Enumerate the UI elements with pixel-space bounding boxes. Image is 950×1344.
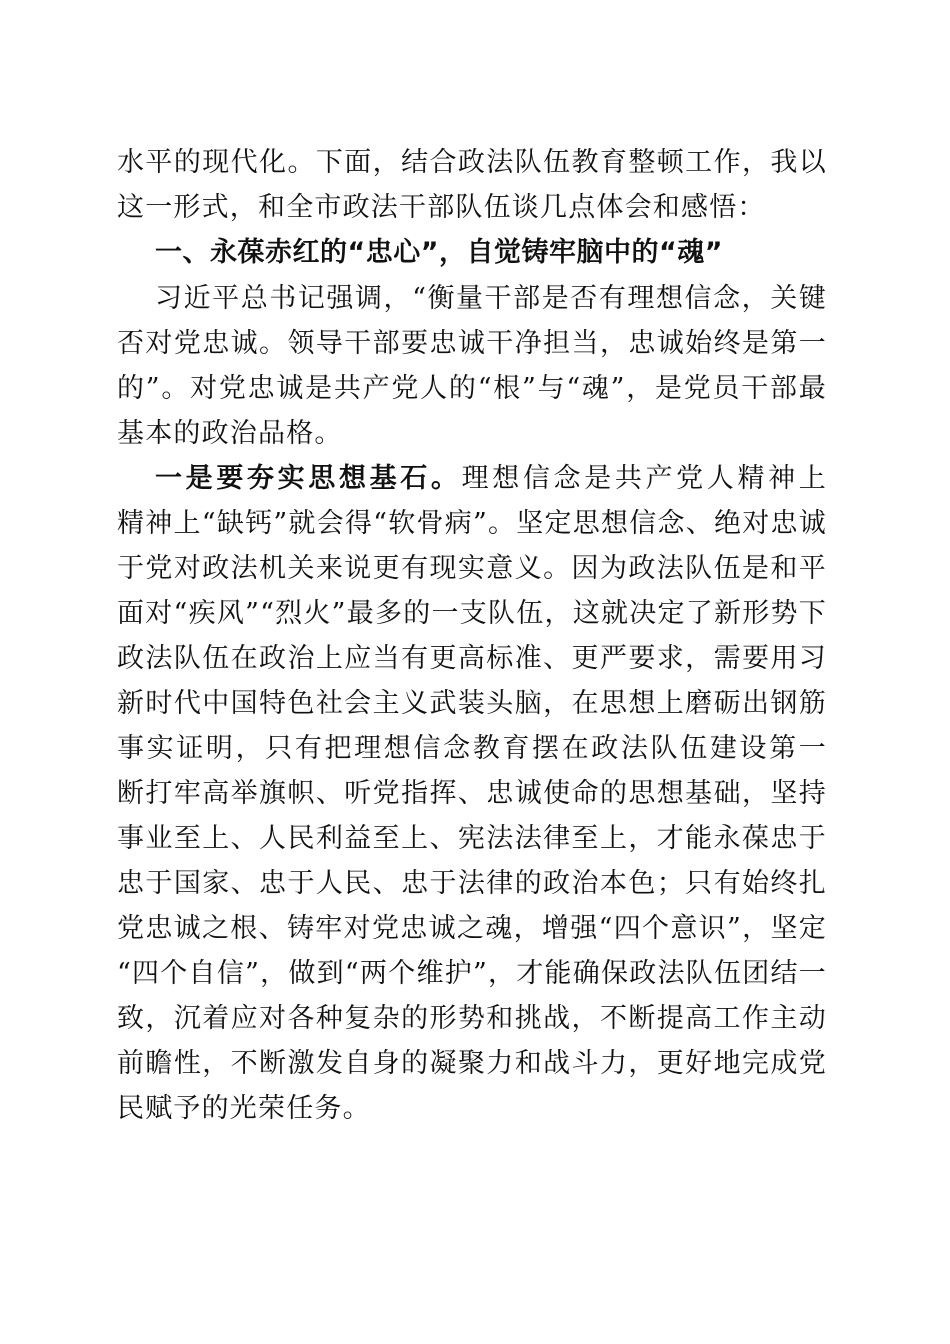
paragraph-line: 习近平总书记强调，“衡量干部是否有理想信念，关键 — [155, 283, 827, 314]
paragraph-line: 党忠诚之根、铸牢对党忠诚之魂，增强“四个意识”，坚定 — [117, 913, 827, 944]
paragraph-line: 事实证明，只有把理想信念教育摆在政法队伍建设第一 — [117, 733, 827, 764]
paragraph-line: 政法队伍在政治上应当有更高标准、更严要求，需要用习 — [117, 643, 827, 674]
intro-line: 水平的现代化。下面，结合政法队伍教育整顿工作，我以 — [117, 147, 827, 178]
paragraph-line: 的”。对党忠诚是共产党人的“根”与“魂”，是党员干部最 — [117, 373, 827, 404]
paragraph-line: 于党对政法机关来说更有现实意义。因为政法队伍是和平 — [117, 553, 827, 584]
intro-line: 这一形式，和全市政法干部队伍谈几点体会和感悟： — [117, 192, 766, 223]
paragraph-line: 前瞻性，不断激发自身的凝聚力和战斗力，更好地完成党 — [117, 1048, 827, 1079]
paragraph-line: 忠于国家、忠于人民、忠于法律的政治本色；只有始终扎 — [117, 868, 827, 899]
paragraph-line: 新时代中国特色社会主义武装头脑，在思想上磨砺出钢筋 — [117, 688, 827, 719]
paragraph-line: 事业至上、人民利益至上、宪法法律至上，才能永葆忠于 — [117, 823, 827, 854]
paragraph-lead-rest: 理想信念是共产党人精神上 — [461, 463, 827, 494]
paragraph-first-line — [117, 456, 827, 501]
paragraph-line: 致，沉着应对各种复杂的形势和挑战，不断提高工作主动 — [117, 1003, 827, 1034]
paragraph-line: 民赋予的光荣任务。 — [117, 1093, 371, 1124]
paragraph-line: 精神上“缺钙”就会得“软骨病”。坚定思想信念、绝对忠诚 — [117, 508, 827, 539]
paragraph-line: 否对党忠诚。领导干部要忠诚干净担当，忠诚始终是第一 — [117, 328, 827, 359]
section-heading: 一、永葆赤红的“忠心”，自觉铸牢脑中的“魂” — [155, 237, 723, 268]
paragraph-line: “四个自信”，做到“两个维护”，才能确保政法队伍团结一 — [117, 958, 827, 989]
paragraph-line: 面对“疾风”“烈火”最多的一支队伍，这就决定了新形势下 — [117, 598, 827, 629]
paragraph-line: 基本的政治品格。 — [117, 418, 343, 449]
paragraph-line: 断打牢高举旗帜、听党指挥、忠诚使命的思想基础，坚持 — [117, 778, 827, 809]
document-body — [117, 140, 827, 1131]
paragraph-lead: 一是要夯实思想基石。 — [155, 463, 462, 494]
